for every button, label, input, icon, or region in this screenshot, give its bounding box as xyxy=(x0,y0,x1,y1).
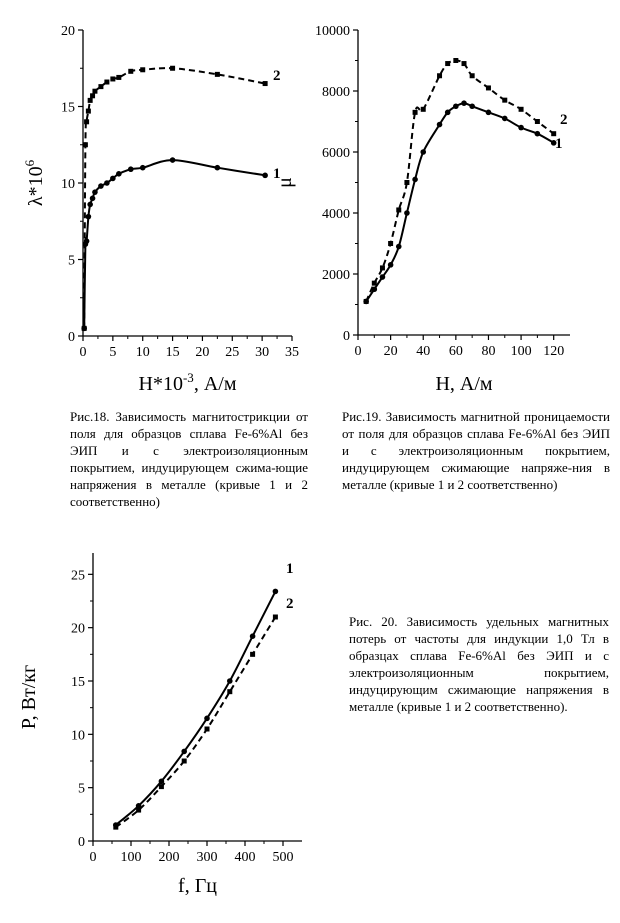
fig19-curve-label-1: 1 xyxy=(555,136,563,152)
fig19-point-series-1 xyxy=(445,110,451,116)
fig18-y-tick-label: 10 xyxy=(61,177,75,192)
fig19-point-series-2 xyxy=(437,73,442,78)
fig19-x-tick-label: 0 xyxy=(354,344,362,359)
fig18-point-series-1 xyxy=(90,196,96,202)
fig18-point-series-2 xyxy=(215,72,220,77)
fig19-point-series-2 xyxy=(404,180,409,185)
fig18-point-series-2 xyxy=(83,142,88,147)
fig20-x-tick-label: 500 xyxy=(272,850,294,865)
fig18-caption: Рис.18. Зависимость магнитострикции от поля для образцов сплава Fe-6%Al без ЭИП и с электроизоляционным покрытием, индуцирующем сжима-ющие напряжения в металле (кривые 1 и 2 соответственно) xyxy=(70,409,308,509)
fig19-point-series-1 xyxy=(396,244,402,250)
fig19-x-tick-label: 60 xyxy=(448,344,463,359)
fig19-series-1 xyxy=(363,100,556,304)
fig20-x-tick-label: 100 xyxy=(120,850,142,865)
fig20-point-series-1 xyxy=(250,633,256,639)
fig18-chart xyxy=(22,24,299,395)
fig20-x-axis-label: f, Гц xyxy=(178,875,217,897)
fig19-series-1-line xyxy=(366,103,554,301)
fig19-point-series-2 xyxy=(486,85,491,90)
fig18-x-tick-label: 20 xyxy=(195,345,210,360)
fig20-y-tick-label: 10 xyxy=(71,728,85,744)
fig18-x-axis-label: $H*10^{-3}$, А/м xyxy=(138,370,237,395)
fig20-series-1-line xyxy=(116,591,276,825)
fig18-curve-label-2: 2 xyxy=(273,68,281,84)
fig19-point-series-1 xyxy=(404,210,410,216)
fig18-x-tick-label: 0 xyxy=(79,345,87,360)
fig19-point-series-2 xyxy=(445,61,450,66)
fig18-point-series-1 xyxy=(92,189,98,195)
fig18-point-series-1 xyxy=(98,183,104,189)
fig20-x-tick-label: 400 xyxy=(234,850,256,865)
fig18-point-series-2 xyxy=(84,119,89,124)
fig18-series-2 xyxy=(82,66,268,331)
fig19-point-series-2 xyxy=(470,73,475,78)
fig20-curve-label-2: 2 xyxy=(286,596,294,612)
fig19-y-tick-label: 0 xyxy=(343,329,350,344)
fig19-point-series-2 xyxy=(372,281,377,286)
fig19-point-series-2 xyxy=(453,58,458,63)
fig19-y-tick-label: 2000 xyxy=(322,268,350,283)
fig20-point-series-2 xyxy=(113,825,118,830)
fig18-point-series-1 xyxy=(262,173,268,179)
fig19-x-axis-label: H, А/м xyxy=(435,373,493,395)
fig19-y-tick-label: 10000 xyxy=(315,24,350,39)
fig18-point-series-2 xyxy=(98,84,103,89)
fig20-y-tick-label: 15 xyxy=(71,675,85,690)
fig19-point-series-2 xyxy=(502,98,507,103)
fig19-y-tick-label: 6000 xyxy=(322,146,350,161)
fig18-point-series-1 xyxy=(110,176,116,182)
fig18-point-series-2 xyxy=(82,326,87,331)
fig18-point-series-2 xyxy=(128,69,133,74)
fig19-point-series-2 xyxy=(462,61,467,66)
fig19-point-series-2 xyxy=(380,265,385,270)
fig18-x-tick-label: 30 xyxy=(255,345,270,360)
fig18-series-1 xyxy=(81,157,268,331)
fig19-point-series-1 xyxy=(380,274,386,280)
fig19-curve-label-2: 2 xyxy=(560,112,568,128)
fig19-point-series-2 xyxy=(535,119,540,124)
fig20-chart xyxy=(18,553,302,897)
fig20-point-series-2 xyxy=(273,615,278,620)
fig19-point-series-2 xyxy=(519,107,524,112)
fig18-point-series-1 xyxy=(140,165,146,171)
fig19-point-series-1 xyxy=(437,122,443,128)
fig20-point-series-1 xyxy=(273,589,279,595)
fig18-point-series-2 xyxy=(86,109,91,114)
fig20-point-series-2 xyxy=(227,689,232,694)
fig19-point-series-1 xyxy=(486,110,492,116)
fig20-point-series-2 xyxy=(136,808,141,813)
fig19-point-series-1 xyxy=(420,149,426,155)
fig19-series-2 xyxy=(364,58,557,304)
fig19-y-axis-label: μ xyxy=(274,177,296,188)
fig18-point-series-1 xyxy=(116,171,122,177)
fig18-point-series-1 xyxy=(87,202,93,208)
fig20-curve-label-1: 1 xyxy=(286,561,294,577)
fig18-x-tick-label: 10 xyxy=(135,345,150,360)
fig19-point-series-2 xyxy=(388,241,393,246)
fig18-point-series-1 xyxy=(215,165,221,171)
fig20-series-1 xyxy=(113,589,278,828)
fig20-y-axis-label: P, Вт/кг xyxy=(18,664,40,730)
fig18-y-tick-label: 20 xyxy=(61,24,75,39)
fig19-x-tick-label: 80 xyxy=(481,344,496,359)
fig18-series-2-line xyxy=(84,68,265,328)
fig18-point-series-1 xyxy=(104,180,110,186)
fig19-point-series-1 xyxy=(412,177,418,183)
fig18-point-series-1 xyxy=(128,166,134,172)
fig19-chart xyxy=(274,24,570,395)
fig18-y-axis-label: $\lambda*10^6$ xyxy=(22,159,47,207)
fig20-point-series-1 xyxy=(181,749,187,755)
fig20-x-tick-label: 200 xyxy=(158,850,180,865)
fig20-y-tick-label: 5 xyxy=(78,781,85,797)
fig18-point-series-2 xyxy=(88,98,93,103)
fig19-point-series-1 xyxy=(388,262,394,268)
fig18-point-series-2 xyxy=(110,76,115,81)
fig20-y-tick-label: 0 xyxy=(78,835,85,850)
fig19-y-tick-label: 4000 xyxy=(322,207,350,222)
fig18-point-series-2 xyxy=(263,81,268,86)
fig20-point-series-2 xyxy=(250,652,255,657)
fig19-x-tick-label: 40 xyxy=(416,344,431,359)
fig18-series-1-line xyxy=(84,160,265,328)
fig20-caption: Рис. 20. Зависимость удельных магнитных потерь от частоты для индукции 1,0 Тл в образцах сплава Fe-6%Al без ЭИП и с электроизоляционным покрытием, индуцирующим сжимающие напряжения в металле (кривые 1 и 2 соответственно). xyxy=(349,614,609,714)
fig20-point-series-1 xyxy=(204,716,210,722)
fig18-y-tick-label: 5 xyxy=(68,253,75,269)
fig20-series-2 xyxy=(113,615,278,830)
fig18-point-series-2 xyxy=(140,67,145,72)
fig18-point-series-1 xyxy=(170,157,176,163)
fig18-point-series-2 xyxy=(90,93,95,98)
fig19-point-series-2 xyxy=(421,107,426,112)
fig20-y-tick-label: 25 xyxy=(71,568,85,584)
fig20-series-2-line xyxy=(116,617,276,827)
fig19-point-series-1 xyxy=(453,103,459,109)
fig18-y-tick-label: 0 xyxy=(68,330,75,345)
fig18-point-series-2 xyxy=(116,75,121,80)
fig20-point-series-2 xyxy=(182,759,187,764)
fig19-point-series-1 xyxy=(535,131,541,137)
fig18-x-tick-label: 15 xyxy=(165,345,180,360)
fig18-point-series-2 xyxy=(92,89,97,94)
fig19-point-series-1 xyxy=(461,100,467,106)
fig18-point-series-2 xyxy=(104,80,109,85)
fig19-x-tick-label: 100 xyxy=(510,344,532,359)
fig20-y-tick-label: 20 xyxy=(71,621,85,637)
fig19-series-2-line xyxy=(366,61,554,302)
fig18-x-tick-label: 35 xyxy=(285,345,299,360)
fig19-caption: Рис.19. Зависимость магнитной проницаемости от поля для образцов сплава Fe-6%Al без ЭИП и с электроизоляционным покрытием, индуцирующем сжимающие напряже-ния в металле (кривые 1 и 2 соответственно) xyxy=(342,409,610,492)
fig19-point-series-1 xyxy=(518,125,524,131)
fig19-point-series-1 xyxy=(502,116,508,122)
fig18-point-series-2 xyxy=(170,66,175,71)
fig18-point-series-1 xyxy=(86,214,92,220)
fig18-y-tick-label: 15 xyxy=(61,100,75,116)
fig18-curve-label-1: 1 xyxy=(273,166,281,182)
fig18-x-tick-label: 5 xyxy=(109,345,117,360)
fig19-point-series-2 xyxy=(364,299,369,304)
fig18-x-tick-label: 25 xyxy=(225,345,240,360)
fig19-x-tick-label: 20 xyxy=(383,344,398,359)
fig19-y-tick-label: 8000 xyxy=(322,85,350,100)
fig20-x-tick-label: 0 xyxy=(89,850,97,865)
fig20-point-series-1 xyxy=(227,678,233,684)
fig19-x-tick-label: 120 xyxy=(543,344,565,359)
fig20-point-series-2 xyxy=(205,727,210,732)
fig19-point-series-1 xyxy=(469,103,475,109)
fig19-point-series-2 xyxy=(413,110,418,115)
fig20-x-tick-label: 300 xyxy=(196,850,218,865)
fig19-point-series-2 xyxy=(396,207,401,212)
fig20-point-series-2 xyxy=(159,784,164,789)
